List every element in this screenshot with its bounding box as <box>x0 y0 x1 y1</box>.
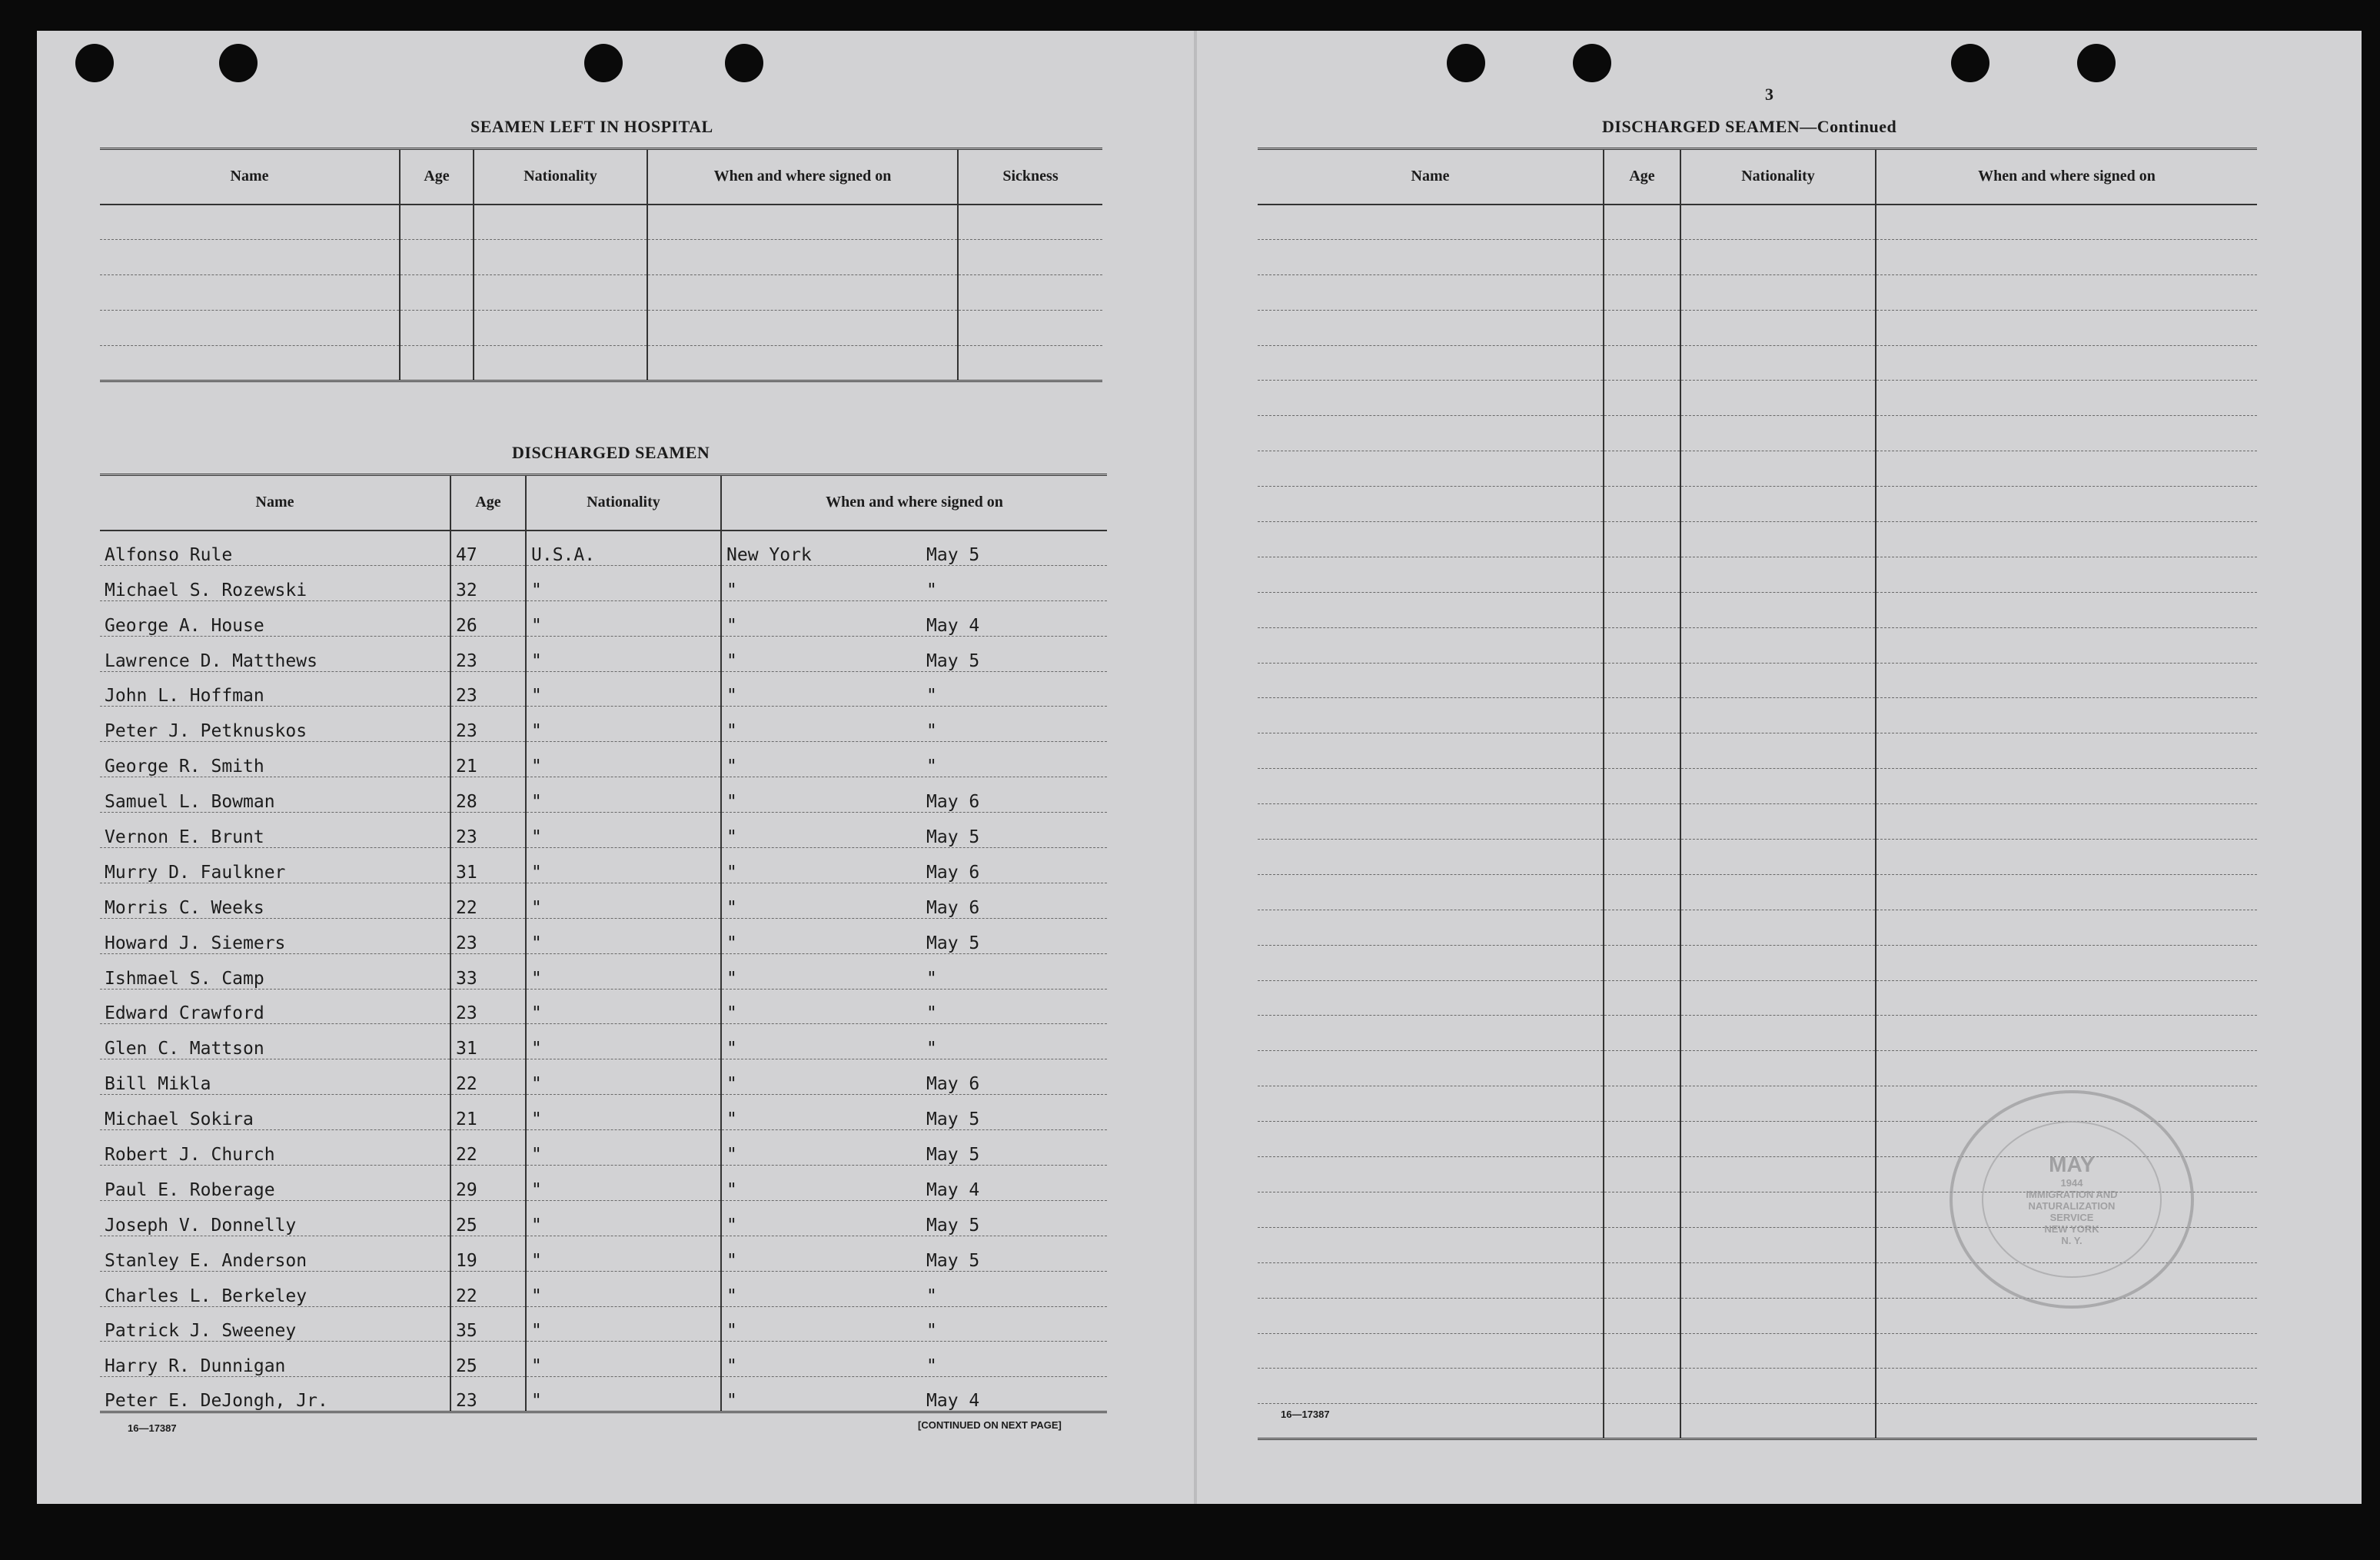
seaman-age: 21 <box>450 1095 526 1130</box>
seaman-nationality: " <box>526 777 721 813</box>
stamp-text: 1944 <box>2060 1177 2083 1189</box>
binder-hole <box>1951 44 1989 82</box>
table-row <box>100 1377 1107 1412</box>
seaman-name: Morris C. Weeks <box>100 883 450 918</box>
seaman-age: 25 <box>450 1200 526 1236</box>
page-fold <box>1194 31 1197 1504</box>
seaman-signed-on <box>721 1236 1107 1271</box>
seaman-age: 25 <box>450 1342 526 1377</box>
seaman-name: Glen C. Mattson <box>100 1024 450 1059</box>
blank-row <box>100 346 1102 381</box>
seaman-name: John L. Hoffman <box>100 671 450 707</box>
seaman-nationality: " <box>526 918 721 953</box>
seaman-nationality: " <box>526 1377 721 1412</box>
signed-on-date: " <box>926 968 937 989</box>
table-row <box>100 1024 1107 1059</box>
signed-on-date: May 6 <box>926 1074 980 1095</box>
seaman-nationality: " <box>526 953 721 989</box>
seaman-name: Samuel L. Bowman <box>100 777 450 813</box>
table-row <box>100 707 1107 742</box>
table-row <box>100 565 1107 600</box>
seaman-signed-on <box>721 1024 1107 1059</box>
blank-row <box>100 275 1102 311</box>
signed-on-place: " <box>726 1039 737 1059</box>
signed-on-place: " <box>726 1145 737 1166</box>
seaman-name: Patrick J. Sweeney <box>100 1306 450 1342</box>
seaman-age: 22 <box>450 1059 526 1095</box>
blank-row <box>100 240 1102 275</box>
blank-row <box>1258 557 2257 592</box>
seaman-nationality: " <box>526 1342 721 1377</box>
seaman-age: 29 <box>450 1166 526 1201</box>
blank-row <box>1258 487 2257 522</box>
table-row <box>100 671 1107 707</box>
seaman-signed-on <box>721 1377 1107 1412</box>
blank-row <box>1258 239 2257 274</box>
seaman-nationality: " <box>526 1024 721 1059</box>
table-row <box>100 953 1107 989</box>
table-row <box>100 1342 1107 1377</box>
seaman-signed-on <box>721 953 1107 989</box>
binder-hole <box>219 44 258 82</box>
seaman-nationality: " <box>526 565 721 600</box>
signed-on-place: " <box>726 1356 737 1377</box>
seaman-nationality: " <box>526 742 721 777</box>
seaman-name: Bill Mikla <box>100 1059 450 1095</box>
seaman-signed-on <box>721 813 1107 848</box>
signed-on-place: " <box>726 1109 737 1130</box>
signed-on-date: " <box>926 1003 937 1024</box>
blank-row <box>1258 1051 2257 1086</box>
table-row <box>100 918 1107 953</box>
seaman-name: Alfonso Rule <box>100 531 450 566</box>
seaman-age: 33 <box>450 953 526 989</box>
table-row <box>100 531 1107 566</box>
seaman-age: 26 <box>450 600 526 636</box>
blank-row <box>1258 205 2257 240</box>
seaman-name: Joseph V. Donnelly <box>100 1200 450 1236</box>
seaman-name: Ishmael S. Camp <box>100 953 450 989</box>
table-row <box>100 1271 1107 1306</box>
seaman-name: Robert J. Church <box>100 1130 450 1166</box>
signed-on-place: " <box>726 757 737 777</box>
binder-hole <box>2077 44 2116 82</box>
hospital-table <box>100 148 1102 382</box>
seaman-name: Paul E. Roberage <box>100 1166 450 1201</box>
form-code: 16—17387 <box>128 1422 177 1434</box>
table-row <box>100 600 1107 636</box>
signed-on-date: " <box>926 721 937 742</box>
seaman-signed-on <box>721 1342 1107 1377</box>
signed-on-place: " <box>726 1074 737 1095</box>
seaman-name: Lawrence D. Matthews <box>100 636 450 671</box>
blank-row <box>1258 592 2257 627</box>
table-row <box>100 848 1107 883</box>
blank-row <box>1258 522 2257 557</box>
column-header: Nationality <box>1680 149 1876 205</box>
column-header: Sickness <box>958 149 1102 205</box>
seaman-age: 23 <box>450 707 526 742</box>
column-header: Nationality <box>526 475 721 531</box>
blank-row <box>1258 1333 2257 1369</box>
signed-on-date: May 4 <box>926 1179 980 1200</box>
table-row <box>100 636 1107 671</box>
signed-on-date: May 5 <box>926 650 980 671</box>
binder-hole <box>75 44 114 82</box>
column-header: Name <box>1258 149 1604 205</box>
seaman-age: 22 <box>450 883 526 918</box>
signed-on-date: May 6 <box>926 862 980 883</box>
page-number: 3 <box>1765 85 1773 104</box>
blank-row <box>1258 1369 2257 1404</box>
column-header: When and where signed on <box>1876 149 2257 205</box>
table-row <box>100 1095 1107 1130</box>
signed-on-date: " <box>926 580 937 600</box>
seaman-nationality: " <box>526 1059 721 1095</box>
signed-on-place: " <box>726 827 737 848</box>
seaman-signed-on <box>721 671 1107 707</box>
seaman-name: George R. Smith <box>100 742 450 777</box>
seaman-nationality: " <box>526 1306 721 1342</box>
table-row <box>100 989 1107 1024</box>
table-row <box>100 1166 1107 1201</box>
table-row <box>100 1306 1107 1342</box>
blank-row <box>1258 345 2257 381</box>
seaman-name: George A. House <box>100 600 450 636</box>
column-header: Age <box>400 149 474 205</box>
signed-on-place: " <box>726 615 737 636</box>
seaman-nationality: " <box>526 1130 721 1166</box>
blank-row <box>1258 980 2257 1016</box>
binder-hole <box>1573 44 1611 82</box>
column-header: When and where signed on <box>721 475 1107 531</box>
seaman-nationality: " <box>526 989 721 1024</box>
seaman-nationality: " <box>526 1200 721 1236</box>
seaman-nationality: " <box>526 883 721 918</box>
table-row <box>100 742 1107 777</box>
signed-on-place: " <box>726 686 737 707</box>
table-row <box>100 883 1107 918</box>
seaman-signed-on <box>721 1306 1107 1342</box>
signed-on-date: May 5 <box>926 1109 980 1130</box>
hospital-section-title: SEAMEN LEFT IN HOSPITAL <box>470 117 713 136</box>
blank-row <box>1258 910 2257 945</box>
signed-on-date: " <box>926 1039 937 1059</box>
signed-on-place: " <box>726 1321 737 1342</box>
signed-on-place: " <box>726 1250 737 1271</box>
seaman-name: Howard J. Siemers <box>100 918 450 953</box>
signed-on-place: " <box>726 897 737 918</box>
signed-on-date: May 4 <box>926 615 980 636</box>
signed-on-place: " <box>726 933 737 953</box>
stamp-text: NATURALIZATION <box>2028 1200 2116 1212</box>
seaman-signed-on <box>721 918 1107 953</box>
seaman-name: Michael S. Rozewski <box>100 565 450 600</box>
seaman-signed-on <box>721 565 1107 600</box>
blank-row <box>1258 874 2257 910</box>
blank-row <box>1258 733 2257 769</box>
seaman-age: 22 <box>450 1130 526 1166</box>
stamp-text: NEW YORK <box>2044 1223 2099 1235</box>
signed-on-date: " <box>926 1356 937 1377</box>
seaman-nationality: " <box>526 1236 721 1271</box>
signed-on-place: " <box>726 862 737 883</box>
blank-row <box>1258 1404 2257 1439</box>
signed-on-place: " <box>726 968 737 989</box>
seaman-name: Harry R. Dunnigan <box>100 1342 450 1377</box>
blank-row <box>1258 381 2257 416</box>
stamp-text: N. Y. <box>2061 1235 2082 1246</box>
seaman-signed-on <box>721 1166 1107 1201</box>
seaman-nationality: " <box>526 600 721 636</box>
blank-row <box>1258 274 2257 310</box>
seaman-name: Stanley E. Anderson <box>100 1236 450 1271</box>
seaman-nationality: " <box>526 848 721 883</box>
signed-on-place: " <box>726 650 737 671</box>
seaman-name: Murry D. Faulkner <box>100 848 450 883</box>
seaman-age: 19 <box>450 1236 526 1271</box>
continued-section-title: DISCHARGED SEAMEN—Continued <box>1602 117 1897 136</box>
seaman-signed-on <box>721 848 1107 883</box>
seaman-age: 23 <box>450 813 526 848</box>
blank-row <box>1258 416 2257 451</box>
seaman-nationality: " <box>526 1271 721 1306</box>
column-header: Age <box>450 475 526 531</box>
signed-on-date: May 5 <box>926 827 980 848</box>
stamp-text: MAY <box>2049 1153 2095 1176</box>
seaman-signed-on <box>721 1095 1107 1130</box>
signed-on-place: " <box>726 1391 737 1412</box>
blank-row <box>1258 840 2257 875</box>
signed-on-date: May 6 <box>926 897 980 918</box>
table-row <box>100 1059 1107 1095</box>
signed-on-date: May 5 <box>926 1250 980 1271</box>
seaman-nationality: U.S.A. <box>526 531 721 566</box>
seaman-signed-on <box>721 1271 1107 1306</box>
seaman-age: 23 <box>450 989 526 1024</box>
seaman-signed-on <box>721 742 1107 777</box>
signed-on-date: " <box>926 686 937 707</box>
discharged-table <box>100 474 1107 1413</box>
signed-on-date: " <box>926 1321 937 1342</box>
seaman-name: Michael Sokira <box>100 1095 450 1130</box>
binder-hole <box>1447 44 1485 82</box>
seaman-age: 32 <box>450 565 526 600</box>
seaman-age: 21 <box>450 742 526 777</box>
signed-on-date: May 4 <box>926 1391 980 1412</box>
seaman-signed-on <box>721 531 1107 566</box>
blank-row <box>1258 310 2257 345</box>
blank-row <box>1258 663 2257 698</box>
seaman-name: Vernon E. Brunt <box>100 813 450 848</box>
signed-on-date: " <box>926 757 937 777</box>
seaman-signed-on <box>721 1059 1107 1095</box>
binder-hole <box>584 44 623 82</box>
column-header: Name <box>100 149 400 205</box>
seaman-nationality: " <box>526 707 721 742</box>
seaman-age: 22 <box>450 1271 526 1306</box>
discharged-section-title: DISCHARGED SEAMEN <box>512 443 710 462</box>
seaman-age: 31 <box>450 1024 526 1059</box>
signed-on-place: " <box>726 1215 737 1236</box>
table-row <box>100 1236 1107 1271</box>
table-row <box>100 777 1107 813</box>
immigration-stamp <box>1950 1090 2194 1309</box>
blank-row <box>1258 698 2257 733</box>
column-header: Age <box>1604 149 1680 205</box>
seaman-age: 23 <box>450 918 526 953</box>
signed-on-place: New York <box>726 544 812 565</box>
stamp-text: IMMIGRATION AND <box>2026 1189 2118 1200</box>
blank-row <box>1258 627 2257 663</box>
seaman-name: Peter J. Petknuskos <box>100 707 450 742</box>
seaman-age: 31 <box>450 848 526 883</box>
blank-row <box>100 205 1102 240</box>
seaman-name: Peter E. DeJongh, Jr. <box>100 1377 450 1412</box>
blank-row <box>1258 451 2257 487</box>
signed-on-date: May 5 <box>926 544 980 565</box>
signed-on-place: " <box>726 721 737 742</box>
seaman-signed-on <box>721 707 1107 742</box>
column-header: Name <box>100 475 450 531</box>
seaman-signed-on <box>721 1200 1107 1236</box>
blank-row <box>1258 804 2257 840</box>
seaman-age: 35 <box>450 1306 526 1342</box>
signed-on-place: " <box>726 792 737 813</box>
signed-on-date: May 6 <box>926 792 980 813</box>
signed-on-place: " <box>726 1286 737 1306</box>
signed-on-place: " <box>726 1179 737 1200</box>
signed-on-place: " <box>726 1003 737 1024</box>
stamp-text: SERVICE <box>2049 1212 2094 1223</box>
seaman-signed-on <box>721 989 1107 1024</box>
signed-on-date: May 5 <box>926 933 980 953</box>
signed-on-date: " <box>926 1286 937 1306</box>
seaman-signed-on <box>721 636 1107 671</box>
seaman-nationality: " <box>526 813 721 848</box>
blank-row <box>1258 769 2257 804</box>
seaman-age: 23 <box>450 1377 526 1412</box>
seaman-nationality: " <box>526 636 721 671</box>
seaman-nationality: " <box>526 1166 721 1201</box>
column-header: When and where signed on <box>647 149 958 205</box>
seaman-name: Charles L. Berkeley <box>100 1271 450 1306</box>
seaman-signed-on <box>721 1130 1107 1166</box>
blank-row <box>1258 945 2257 980</box>
seaman-signed-on <box>721 883 1107 918</box>
binder-hole <box>725 44 763 82</box>
seaman-age: 23 <box>450 636 526 671</box>
seaman-age: 23 <box>450 671 526 707</box>
continued-note: [CONTINUED ON NEXT PAGE] <box>918 1419 1062 1431</box>
blank-row <box>1258 1016 2257 1051</box>
table-row <box>100 813 1107 848</box>
seaman-age: 47 <box>450 531 526 566</box>
seaman-name: Edward Crawford <box>100 989 450 1024</box>
column-header: Nationality <box>474 149 647 205</box>
form-code: 16—17387 <box>1281 1409 1330 1420</box>
seaman-signed-on <box>721 777 1107 813</box>
seaman-signed-on <box>721 600 1107 636</box>
blank-row <box>100 311 1102 346</box>
table-row <box>100 1200 1107 1236</box>
seaman-nationality: " <box>526 1095 721 1130</box>
signed-on-place: " <box>726 580 737 600</box>
signed-on-date: May 5 <box>926 1145 980 1166</box>
signed-on-date: May 5 <box>926 1215 980 1236</box>
seaman-age: 28 <box>450 777 526 813</box>
seaman-nationality: " <box>526 671 721 707</box>
table-row <box>100 1130 1107 1166</box>
